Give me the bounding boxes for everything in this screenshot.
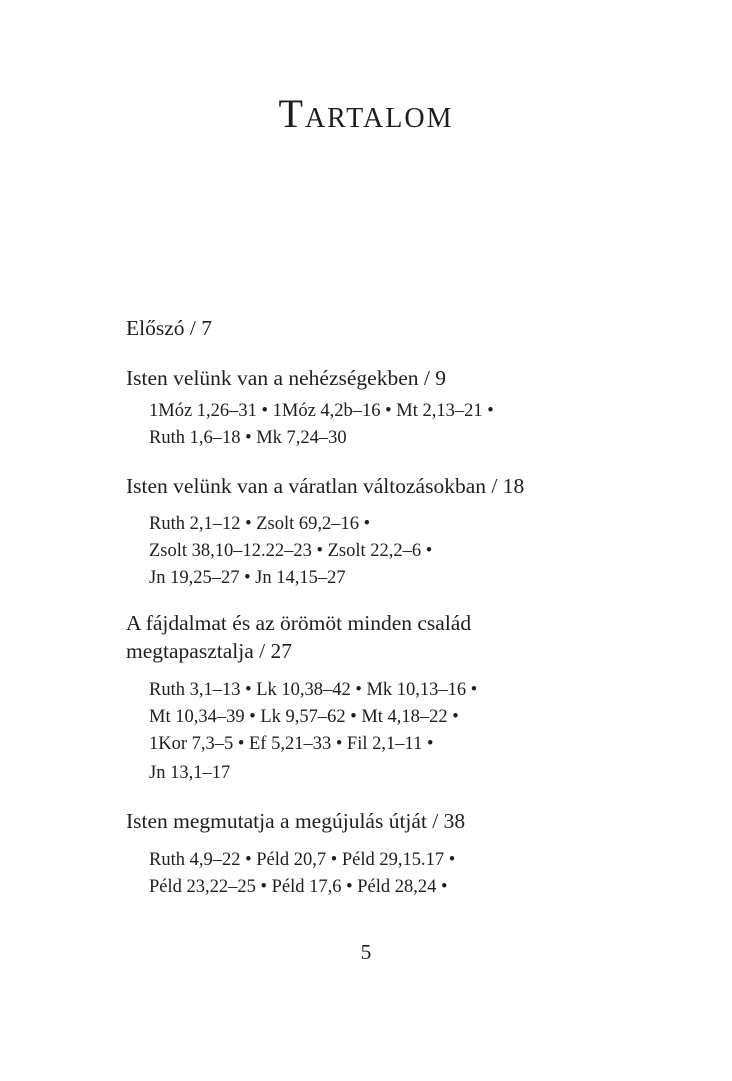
- toc-entry-references: Ruth 2,1–12 • Zsolt 69,2–16 •: [149, 514, 371, 534]
- toc-entry-heading: megtapasztalja / 27: [126, 639, 292, 663]
- toc-entry-heading: Isten megmutatja a megújulás útját / 38: [126, 809, 466, 833]
- toc-entry-references: Zsolt 38,10–12.22–23 • Zsolt 22,2–6 •: [149, 541, 433, 561]
- toc-entry-references: Jn 13,1–17: [149, 763, 231, 783]
- page-number: 5: [360, 940, 372, 964]
- toc-entry-heading: Előszó / 7: [126, 316, 212, 340]
- page-title: Tartalom: [278, 91, 454, 136]
- toc-entry-heading: Isten velünk van a nehézségekben / 9: [126, 366, 446, 390]
- toc-entry-references: Jn 19,25–27 • Jn 14,15–27: [149, 568, 346, 588]
- toc-entry-heading: A fájdalmat és az örömöt minden család: [126, 611, 472, 635]
- toc-entry-references: Ruth 3,1–13 • Lk 10,38–42 • Mk 10,13–16 •: [149, 680, 478, 700]
- toc-entry-heading: Isten velünk van a váratlan változásokban / 18: [126, 474, 525, 498]
- toc-entry-references: 1Kor 7,3–5 • Ef 5,21–33 • Fil 2,1–11 •: [149, 734, 434, 754]
- toc-entry-references: Péld 23,22–25 • Péld 17,6 • Péld 28,24 •: [149, 877, 448, 897]
- toc-entry-references: 1Móz 1,26–31 • 1Móz 4,2b–16 • Mt 2,13–21 •: [149, 401, 494, 421]
- toc-entry-references: Ruth 4,9–22 • Péld 20,7 • Péld 29,15.17 •: [149, 850, 456, 870]
- toc-entry-references: Mt 10,34–39 • Lk 9,57–62 • Mt 4,18–22 •: [149, 707, 459, 727]
- toc-entry-references: Ruth 1,6–18 • Mk 7,24–30: [149, 428, 347, 448]
